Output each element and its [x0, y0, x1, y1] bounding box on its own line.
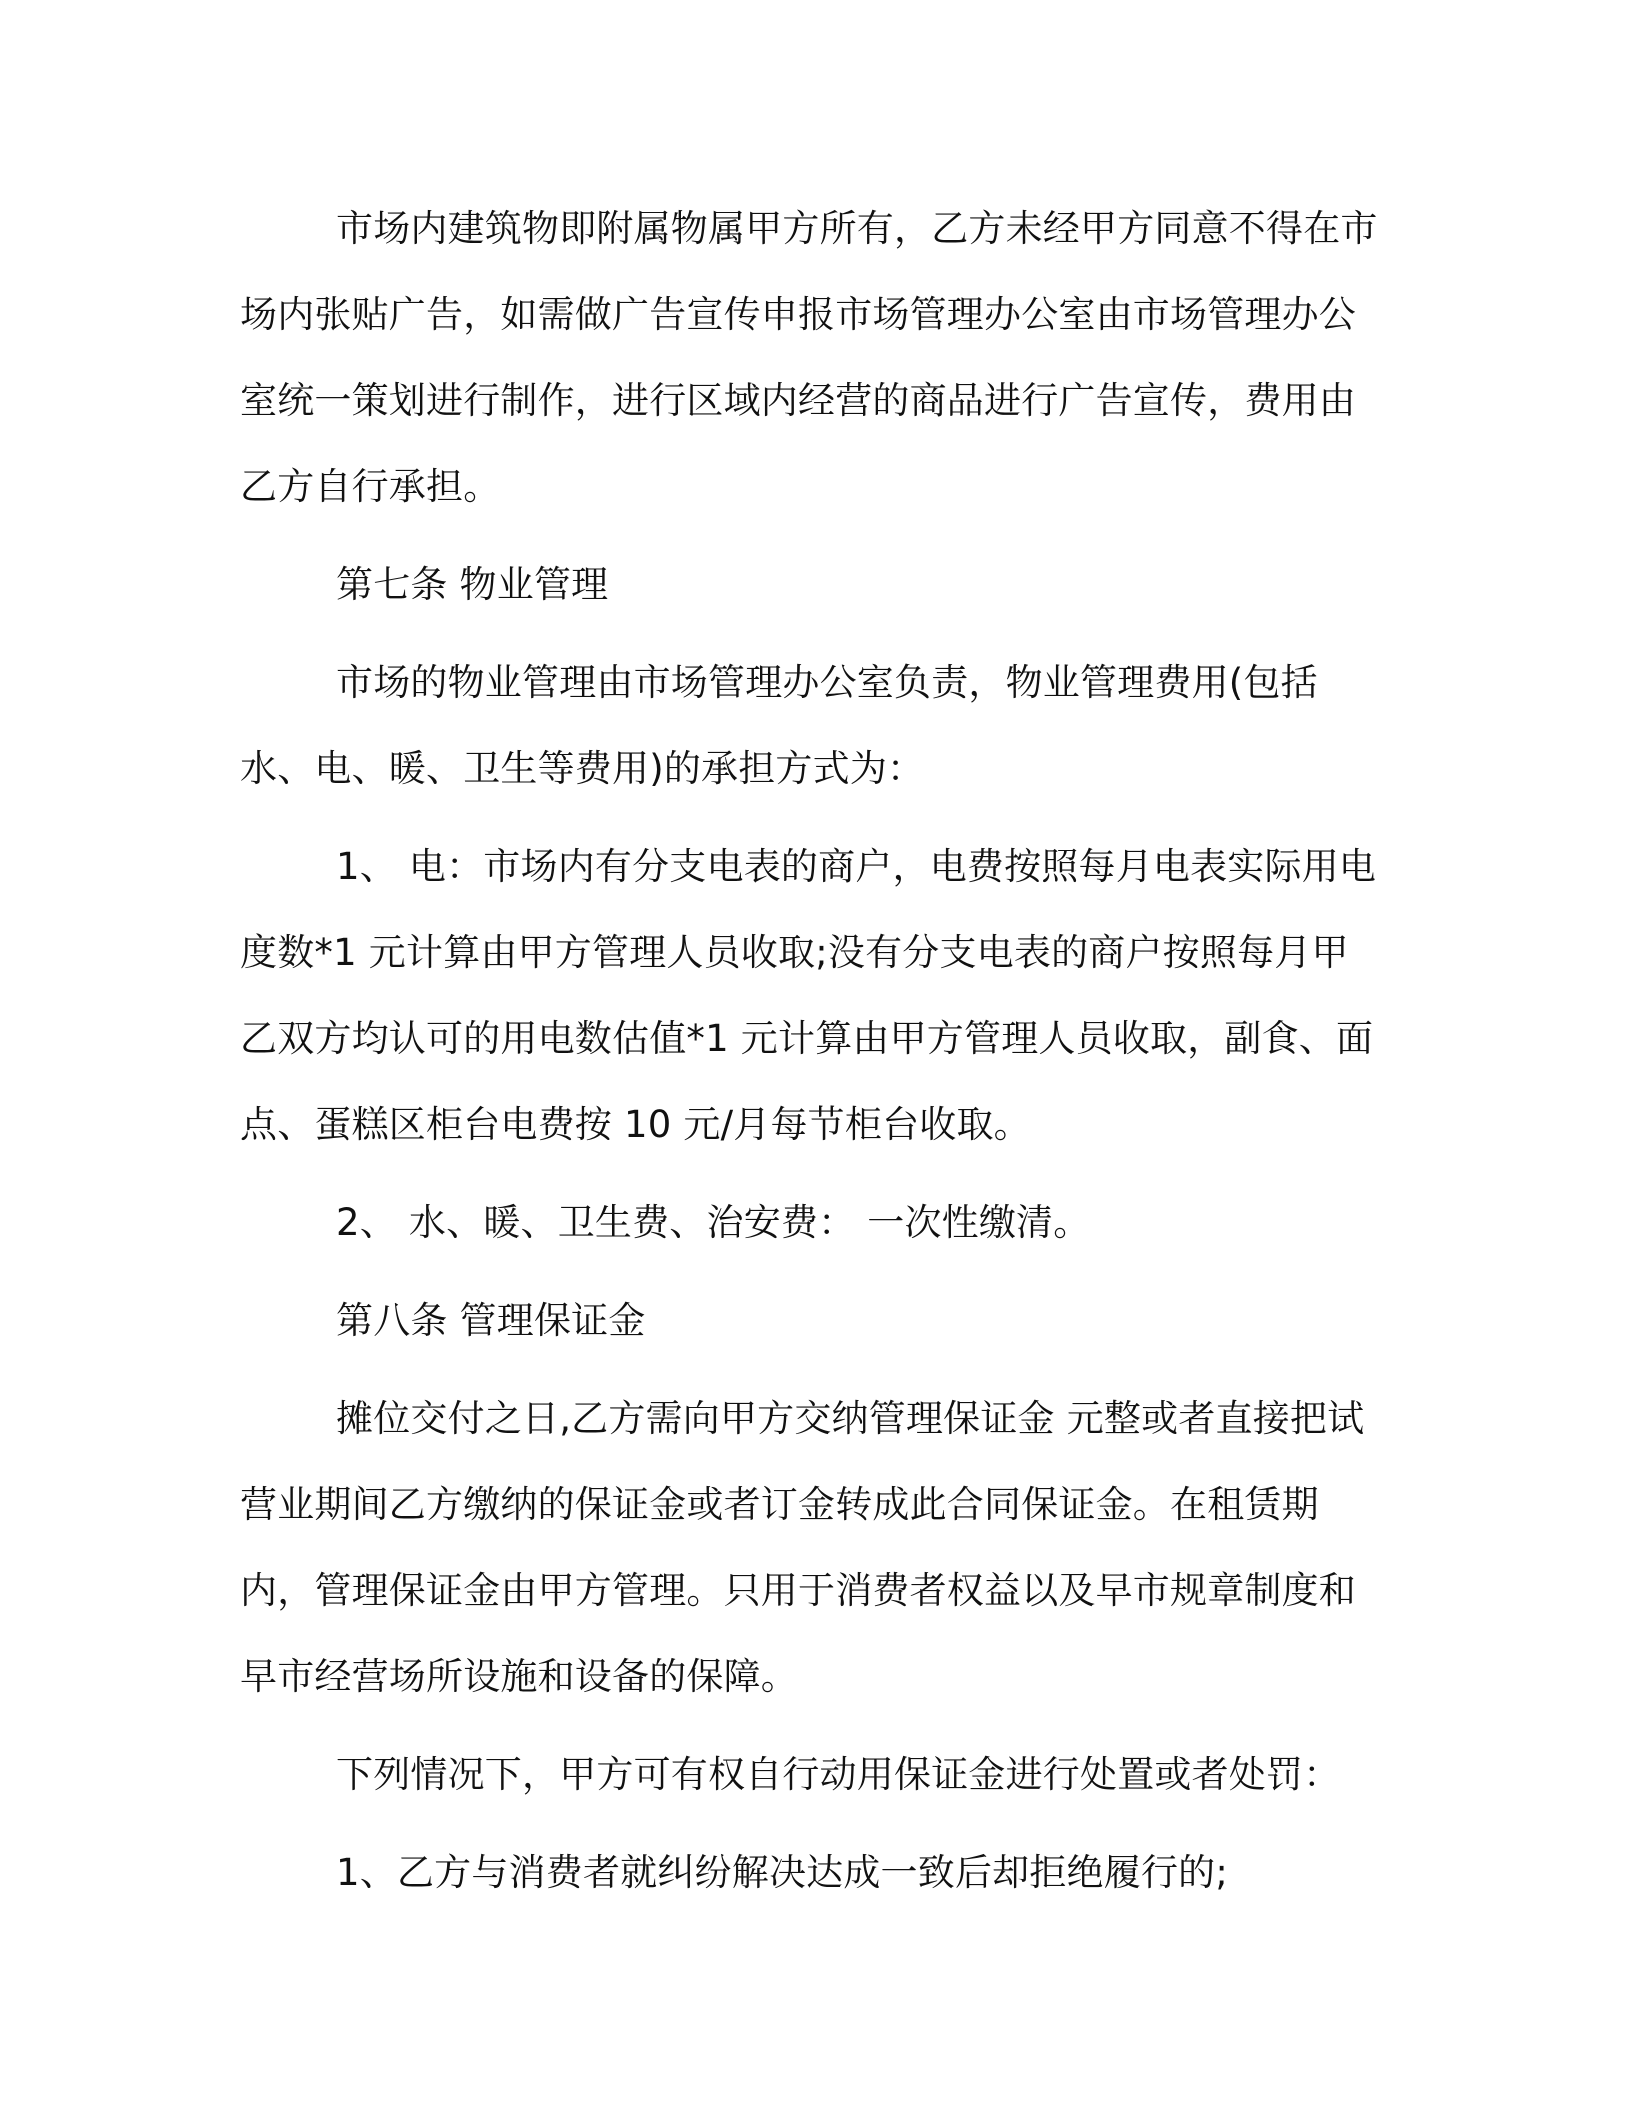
- paragraph-condition-1: 1、乙方与消费者就纠纷解决达成一致后却拒绝履行的;: [336, 1851, 1229, 1894]
- paragraph-deposit-conditions: 下列情况下，甲方可有权自行动用保证金进行处置或者处罚：: [336, 1753, 1341, 1796]
- section-heading-article-7: 第七条 物业管理: [336, 563, 609, 606]
- document-body: [240, 186, 1384, 1916]
- section-heading-article-8: 第八条 管理保证金: [336, 1299, 646, 1342]
- paragraph-water-heating-fee: 2、 水、暖、卫生费、治安费： 一次性缴清。: [336, 1201, 1091, 1244]
- paragraph-management-deposit: 摊位交付之日,乙方需向甲方交纳管理保证金 元整或者直接把试营业期间乙方缴纳的保证金或者订金转成此合同保证金。在租赁期内，管理保证金由甲方管理。只用于消费者权益以及早市规章制度和早市经营场所设施和设备的保障。: [240, 1397, 1365, 1698]
- paragraph-advertising: 市场内建筑物即附属物属甲方所有，乙方未经甲方同意不得在市场内张贴广告，如需做广告宣传申报市场管理办公室由市场管理办公室统一策划进行制作，进行区域内经营的商品进行广告宣传，费用由乙方自行承担。: [240, 207, 1378, 508]
- paragraph-electricity-fee: 1、 电：市场内有分支电表的商户，电费按照每月电表实际用电度数*1 元计算由甲方管理人员收取;没有分支电表的商户按照每月甲乙双方均认可的用电数估值*1 元计算由甲方管理人员收取，副食、面点、蛋糕区柜台电费按 10 元/月每节柜台收取。: [240, 845, 1377, 1146]
- paragraph-property-management: 市场的物业管理由市场管理办公室负责，物业管理费用(包括水、电、暖、卫生等费用)的承担方式为：: [240, 661, 1318, 790]
